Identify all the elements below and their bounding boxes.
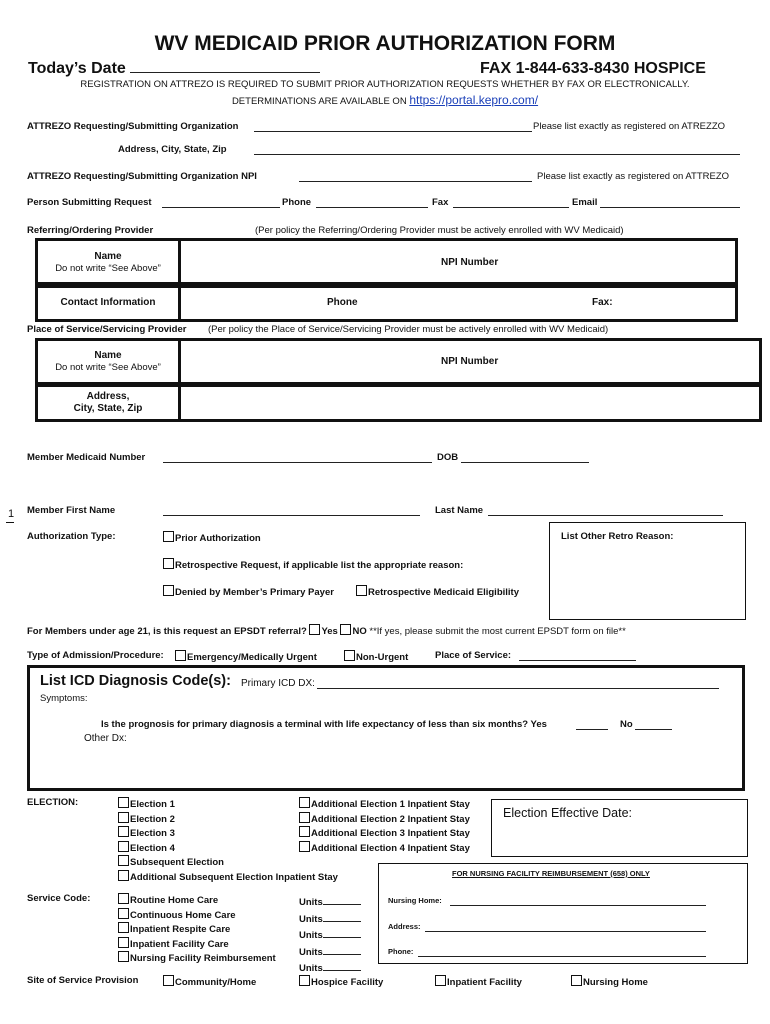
todays-date-row — [28, 60, 320, 78]
checkbox[interactable] — [118, 841, 129, 852]
place-of-service-field[interactable] — [519, 650, 636, 661]
service-code-option[interactable] — [118, 951, 276, 966]
referring-note: (Per policy the Referring/Ordering Provider must be actively enrolled with WV Medicaid) — [255, 225, 624, 236]
place-of-service-label: Place of Service: — [435, 650, 512, 661]
emergency-text: Emergency/Medically Urgent — [187, 652, 317, 663]
person-email-field[interactable] — [600, 197, 740, 208]
person-email-label: Email — [572, 197, 598, 208]
election-label: ELECTION: — [27, 797, 79, 808]
site-option-text: Inpatient Facility — [447, 977, 522, 988]
todays-date-label: Today’s Date — [28, 60, 126, 77]
units-field[interactable] — [323, 893, 361, 905]
election-text: Additional Election 2 Inpatient Stay — [311, 813, 470, 825]
org-address-field[interactable] — [254, 144, 740, 155]
units-field[interactable] — [323, 959, 361, 971]
service-code-list — [118, 893, 276, 966]
units-row — [299, 910, 361, 927]
org-note: Please list exactly as registered on ATREZZO — [533, 121, 726, 132]
service-code-option[interactable] — [118, 908, 276, 923]
prognosis-question: Is the prognosis for primary diagnosis a terminal with life expectancy of less than six months? Yes — [101, 719, 547, 730]
denied-primary-payer-text: Denied by Member’s Primary Payer — [175, 587, 334, 598]
prognosis-no-field[interactable] — [635, 719, 672, 730]
referring-name-label: Name — [94, 251, 122, 262]
determinations-label: DETERMINATIONS ARE AVAILABLE ON — [231, 96, 407, 107]
site-option-text: Hospice Facility — [311, 977, 384, 988]
determinations-notice — [0, 93, 770, 107]
units-field[interactable] — [323, 910, 361, 922]
prior-authorization-text: Prior Authorization — [175, 533, 261, 544]
checkbox[interactable] — [118, 855, 129, 866]
checkbox[interactable] — [299, 797, 310, 808]
checkbox[interactable] — [299, 841, 310, 852]
checkbox[interactable] — [118, 951, 129, 962]
election-text: Additional Subsequent Election Inpatient Stay — [130, 871, 338, 883]
election-option[interactable] — [299, 826, 470, 841]
units-label: Units — [299, 930, 323, 942]
referring-label: Referring/Ordering Provider — [27, 225, 154, 236]
member-last-name-field[interactable] — [488, 505, 723, 516]
site-option-text: Nursing Home — [583, 977, 648, 988]
checkbox[interactable] — [118, 870, 129, 881]
site-option-text: Community/Home — [175, 977, 257, 988]
icd-heading: List ICD Diagnosis Code(s): — [40, 673, 231, 689]
election-option[interactable] — [299, 812, 470, 827]
units-label: Units — [299, 946, 323, 958]
servicing-address-divider — [178, 386, 181, 420]
person-label: Person Submitting Request — [27, 197, 152, 208]
person-phone-field[interactable] — [316, 197, 428, 208]
checkbox[interactable] — [299, 975, 310, 986]
member-first-name-field[interactable] — [163, 505, 420, 516]
election-right-list — [299, 797, 470, 855]
member-first-name-label: Member First Name — [27, 505, 116, 516]
epsdt-yes-label: Yes — [321, 626, 338, 637]
retrospective-option[interactable] — [163, 558, 463, 571]
election-text: Additional Election 1 Inpatient Stay — [311, 799, 470, 810]
election-text: Election 2 — [130, 813, 175, 825]
org-npi-field[interactable] — [299, 171, 532, 182]
units-field[interactable] — [323, 926, 361, 938]
retro-eligibility-text: Retrospective Medicaid Eligibility — [368, 587, 519, 598]
epsdt-question: For Members under age 21, is this request an EPSDT referral? — [27, 626, 307, 637]
retrospective-text: Retrospective Request, if applicable list the appropriate reason: — [175, 560, 464, 571]
election-effective-date-label: Election Effective Date: — [503, 806, 633, 820]
election-option[interactable] — [118, 870, 338, 885]
dob-label: DOB — [437, 452, 459, 463]
page-number: 1 — [8, 508, 15, 520]
portal-link[interactable]: https://portal.kepro.com/ — [409, 93, 539, 107]
todays-date-field[interactable] — [130, 61, 320, 73]
service-code-option[interactable] — [118, 937, 276, 952]
service-code-text: Nursing Facility Reimbursement — [130, 953, 276, 965]
checkbox[interactable] — [118, 826, 129, 837]
nursing-address-label: Address: — [388, 922, 421, 931]
member-last-name-label: Last Name — [435, 505, 484, 516]
servicing-name-label: Name — [94, 350, 122, 361]
nursing-phone-field[interactable] — [418, 947, 706, 957]
servicing-label: Place of Service/Servicing Provider — [27, 324, 187, 335]
referring-name-note: Do not write “See Above” — [55, 263, 161, 274]
election-option[interactable] — [299, 797, 470, 812]
site-option-nursing-home[interactable] — [571, 975, 648, 988]
election-text: Subsequent Election — [130, 857, 224, 869]
units-label: Units — [299, 963, 323, 975]
checkbox[interactable] — [571, 975, 582, 986]
servicing-name-divider — [178, 340, 181, 383]
person-fax-field[interactable] — [453, 197, 569, 208]
units-label: Units — [299, 913, 323, 925]
nursing-home-label: Nursing Home: — [388, 896, 442, 905]
service-code-text: Inpatient Respite Care — [130, 924, 231, 936]
referring-phone-label[interactable]: Phone — [327, 297, 358, 308]
election-text: Election 4 — [130, 842, 175, 854]
units-row — [299, 959, 361, 976]
prognosis-no-label: No — [620, 719, 633, 730]
units-label: Units — [299, 897, 323, 908]
epsdt-no-label: NO — [352, 626, 367, 637]
election-option[interactable] — [299, 841, 470, 856]
retro-eligibility-checkbox[interactable] — [356, 585, 367, 596]
symptoms-label: Symptoms: — [40, 693, 88, 704]
page-number-mark — [6, 522, 14, 523]
site-of-service-label: Site of Service Provision — [27, 975, 139, 986]
epsdt-row — [27, 624, 626, 637]
checkbox[interactable] — [118, 893, 129, 904]
checkbox[interactable] — [118, 908, 129, 919]
election-option[interactable] — [118, 855, 338, 870]
emergency-option[interactable] — [175, 650, 317, 663]
org-npi-note: Please list exactly as registered on ATTREZO — [537, 171, 730, 182]
units-row — [299, 893, 361, 910]
election-text: Election 1 — [130, 799, 175, 810]
site-option-community[interactable] — [163, 975, 256, 988]
election-text: Election 3 — [130, 828, 175, 840]
org-field[interactable] — [254, 121, 532, 132]
denied-primary-payer-checkbox[interactable] — [163, 585, 174, 596]
member-medicaid-field[interactable] — [163, 452, 432, 463]
person-field[interactable] — [162, 197, 280, 208]
person-fax-label: Fax — [432, 197, 449, 208]
election-text: Additional Election 3 Inpatient Stay — [311, 828, 470, 840]
site-option-hospice[interactable] — [299, 975, 383, 988]
referring-contact-label: Contact Information — [60, 297, 156, 308]
denied-primary-payer-option[interactable] — [163, 585, 334, 598]
admission-label: Type of Admission/Procedure: — [27, 650, 164, 661]
registration-notice: REGISTRATION ON ATTREZO IS REQUIRED TO SUBMIT PRIOR AUTHORIZATION REQUESTS WHETHER BY FAX OR ELECTRONICALLY. — [80, 79, 690, 90]
checkbox[interactable] — [299, 826, 310, 837]
prior-authorization-option[interactable] — [163, 531, 261, 544]
checkbox[interactable] — [163, 975, 174, 986]
servicing-address-label-2: City, State, Zip — [73, 403, 143, 414]
emergency-checkbox[interactable] — [175, 650, 186, 661]
org-label: ATTREZO Requesting/Submitting Organization — [27, 121, 239, 132]
checkbox[interactable] — [435, 975, 446, 986]
checkbox[interactable] — [118, 797, 129, 808]
primary-icd-field[interactable] — [317, 678, 719, 689]
service-code-label: Service Code: — [27, 893, 91, 904]
referring-fax-label[interactable]: Fax: — [592, 297, 613, 308]
units-row — [299, 943, 361, 960]
service-code-option[interactable] — [118, 893, 276, 908]
org-npi-label: ATTREZO Requesting/Submitting Organization NPI — [27, 171, 257, 182]
other-retro-reason-label: List Other Retro Reason: — [561, 531, 674, 542]
nursing-address-field[interactable] — [425, 922, 706, 932]
retrospective-checkbox[interactable] — [163, 558, 174, 569]
units-list — [299, 893, 361, 976]
servicing-name-note: Do not write “See Above” — [55, 362, 161, 373]
nursing-phone-label: Phone: — [388, 947, 414, 956]
units-row — [299, 926, 361, 943]
site-option-inpatient[interactable] — [435, 975, 522, 988]
prior-authorization-checkbox[interactable] — [163, 531, 174, 542]
prognosis-yes-field[interactable] — [576, 719, 608, 730]
epsdt-yes-checkbox[interactable] — [309, 624, 320, 635]
non-urgent-checkbox[interactable] — [344, 650, 355, 661]
checkbox[interactable] — [118, 937, 129, 948]
org-address-label: Address, City, State, Zip — [118, 144, 227, 155]
non-urgent-option[interactable] — [344, 650, 408, 663]
fax-number: FAX 1-844-633-8430 HOSPICE — [480, 60, 706, 77]
primary-icd-label: Primary ICD DX: — [241, 678, 315, 689]
referring-npi-label[interactable]: NPI Number — [441, 257, 499, 268]
nursing-facility-heading: FOR NURSING FACILITY REIMBURSEMENT (658) ONLY — [452, 869, 650, 878]
service-code-text: Continuous Home Care — [130, 909, 236, 921]
referring-name-divider — [178, 240, 181, 283]
election-text: Additional Election 4 Inpatient Stay — [311, 842, 470, 854]
person-phone-label: Phone — [282, 197, 312, 208]
nursing-home-field[interactable] — [450, 896, 706, 906]
servicing-npi-label[interactable]: NPI Number — [441, 356, 499, 367]
checkbox[interactable] — [118, 812, 129, 823]
units-field[interactable] — [323, 943, 361, 955]
dob-field[interactable] — [461, 452, 589, 463]
other-dx-label: Other Dx: — [84, 733, 127, 744]
service-code-option[interactable] — [118, 922, 276, 937]
service-code-text: Inpatient Facility Care — [130, 938, 229, 950]
service-code-text: Routine Home Care — [130, 895, 219, 906]
authorization-type-label: Authorization Type: — [27, 531, 116, 542]
referring-contact-divider — [178, 287, 181, 320]
retro-eligibility-option[interactable] — [356, 585, 519, 598]
servicing-address-label-1: Address, — [86, 391, 130, 402]
non-urgent-text: Non-Urgent — [356, 652, 409, 663]
checkbox[interactable] — [118, 922, 129, 933]
servicing-note: (Per policy the Place of Service/Servicing Provider must be actively enrolled with WV Medicaid) — [208, 324, 609, 335]
epsdt-no-checkbox[interactable] — [340, 624, 351, 635]
epsdt-note: **If yes, please submit the most current EPSDT form on file** — [369, 626, 626, 637]
form-title: WV MEDICAID PRIOR AUTHORIZATION FORM — [154, 32, 616, 55]
checkbox[interactable] — [299, 812, 310, 823]
member-medicaid-label: Member Medicaid Number — [27, 452, 146, 463]
